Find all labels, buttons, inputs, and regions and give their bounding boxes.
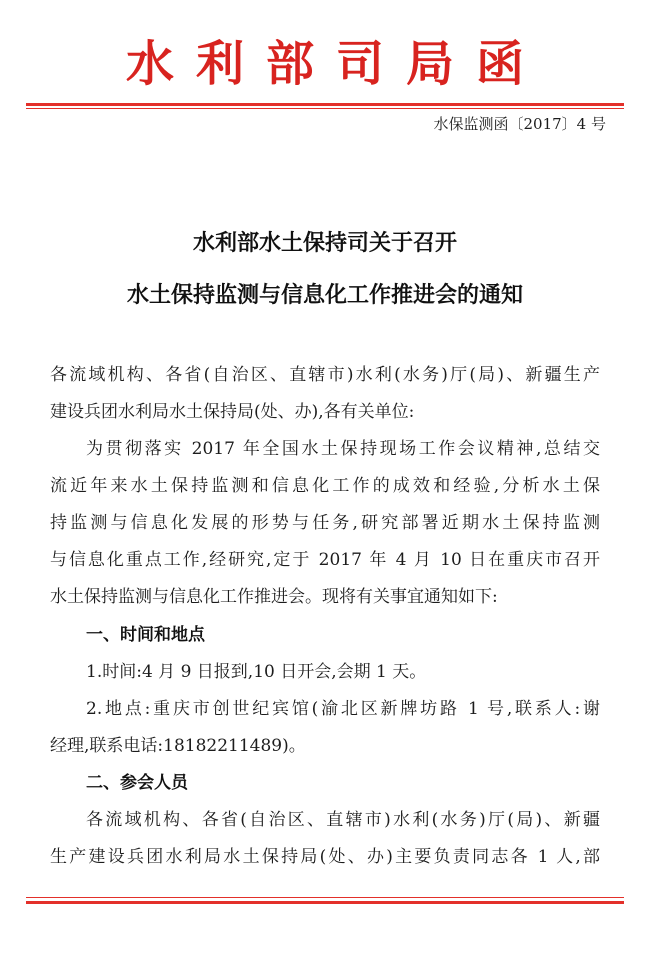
letterhead-rule-thin (26, 108, 624, 109)
letterhead-rule-thick (26, 103, 624, 106)
participants-line-1: 各流域机构、各省(自治区、直辖市)水利(水务)厅(局)、新疆 (86, 810, 600, 830)
addressee-line-2: 建设兵团水利局水土保持局(处、办),各有关单位: (50, 402, 415, 422)
letterhead-title: 水利部司局函 (125, 36, 546, 92)
intro-line-4: 与信息化重点工作,经研究,定于 2017 年 4 月 10 日在重庆市召开 (50, 550, 600, 570)
footer-rule-thick (26, 901, 624, 904)
intro-line-5: 水土保持监测与信息化工作推进会。现将有关事宜通知如下: (50, 587, 498, 607)
document-title-line-1: 水利部水土保持司关于召开 (192, 231, 457, 256)
section-heading-participants: 二、参会人员 (86, 773, 188, 793)
document-number: 水保监测函〔2017〕4 号 (433, 115, 606, 133)
place-item-line-1: 2.地点:重庆市创世纪宾馆(渝北区新牌坊路 1 号,联系人:谢 (86, 699, 600, 719)
document-title-line-2: 水土保持监测与信息化工作推进会的通知 (126, 283, 523, 308)
time-item: 1.时间:4 月 9 日报到,10 日开会,会期 1 天。 (86, 662, 427, 682)
intro-line-3: 持监测与信息化发展的形势与任务,研究部署近期水土保持监测 (50, 513, 600, 533)
addressee-line-1: 各流域机构、各省(自治区、直辖市)水利(水务)厅(局)、新疆生产 (50, 365, 600, 385)
participants-line-2: 生产建设兵团水利局水土保持局(处、办)主要负责同志各 1 人,部 (50, 847, 600, 867)
footer-rule-thin (26, 897, 624, 898)
intro-line-2: 流近年来水土保持监测和信息化工作的成效和经验,分析水土保 (50, 476, 600, 496)
intro-line-1: 为贯彻落实 2017 年全国水土保持现场工作会议精神,总结交 (86, 439, 600, 459)
place-item-line-2: 经理,联系电话:18182211489)。 (50, 736, 306, 756)
section-heading-time-place: 一、时间和地点 (86, 625, 205, 645)
